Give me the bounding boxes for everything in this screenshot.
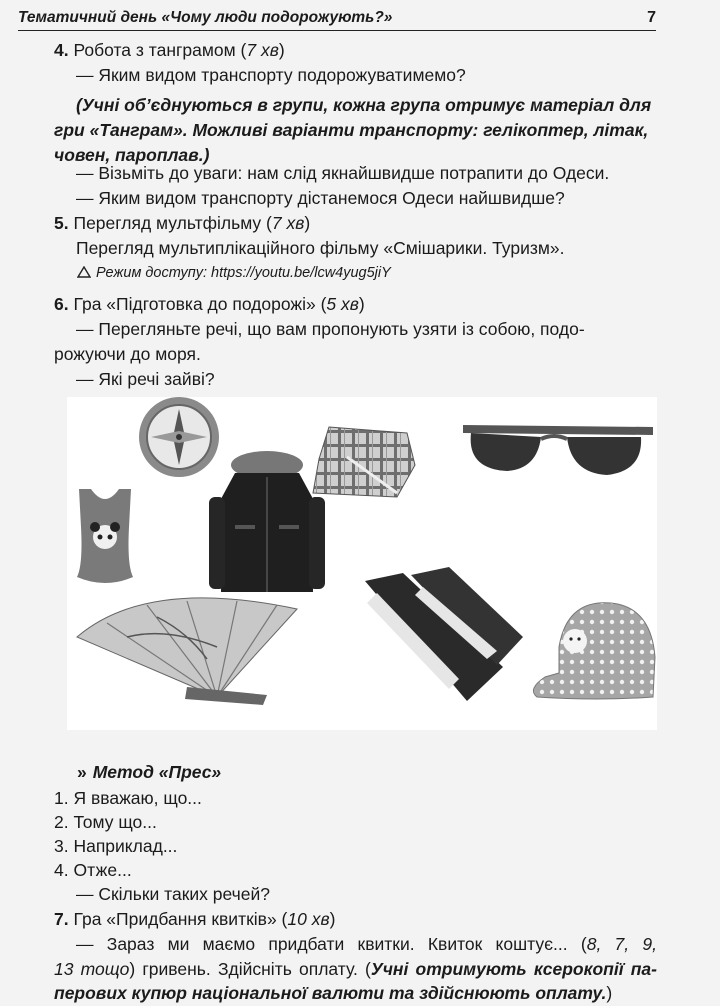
- method-question: — Скільки таких речей?: [76, 884, 271, 904]
- section-7-line-2-text: ) гривень. Здійсніть оплату. (: [129, 959, 371, 979]
- section-4-question-1: — Яким видом транспорту подорожуватимемо?: [76, 65, 466, 85]
- section-4-number: 4.: [54, 40, 69, 60]
- section-6-duration: 5 хв: [326, 294, 359, 314]
- section-4-duration: 7 хв: [246, 40, 279, 60]
- section-5-title: Перегляд мультфільму (: [73, 213, 272, 233]
- section-6-title-close: ): [358, 294, 365, 314]
- section-6-line-3: — Які речі зайві?: [76, 369, 215, 389]
- section-4-title: Робота з танграмом (: [73, 40, 247, 60]
- section-7-number: 7.: [54, 909, 69, 929]
- section-5-duration: 7 хв: [271, 213, 305, 233]
- section-7-line-3: [54, 981, 612, 1006]
- page-number: 7: [647, 9, 656, 26]
- folding-fan-icon: [77, 598, 297, 705]
- section-6-line-1: — Перегляньте речі, що вам пропонують узяти із собою, подо-: [76, 319, 585, 339]
- section-7-prices: 8, 7, 9,: [586, 934, 657, 954]
- compass-icon: [139, 397, 219, 477]
- section-5-title-close: ): [304, 213, 311, 233]
- section-7-title-close: ): [329, 909, 336, 929]
- section-4-question-2: — Візьміть до уваги: нам слід якнайшвидше потрапити до Одеси.: [76, 163, 610, 183]
- section-7-line-2: [54, 957, 657, 982]
- section-4-note-line-2: гри «Танграм». Можливі варіанти транспорту: гелікоптер, літак,: [54, 120, 649, 140]
- method-heading: [77, 762, 221, 783]
- double-arrow-icon: »: [77, 762, 87, 782]
- access-text: Режим доступу: https://youtu.be/lcw4yug5jiY: [96, 265, 391, 281]
- section-5-number: 5.: [54, 213, 69, 233]
- plaid-blanket-icon: [313, 427, 415, 497]
- sunglasses-icon: [463, 425, 653, 475]
- page-title: Тематичний день «Чому люди подорожують?»: [18, 9, 393, 26]
- cap-icon: [533, 603, 655, 699]
- section-5-line: Перегляд мультиплікаційного фільму «Смішарики. Туризм».: [76, 238, 565, 258]
- method-item-1: 1. Я вважаю, що...: [54, 788, 202, 808]
- page-header: [18, 4, 656, 31]
- method-title: Метод «Прес»: [92, 762, 222, 782]
- section-6-line-2: рожуючи до моря.: [54, 344, 201, 364]
- section-7-line-1-text: — Зараз ми маємо придбати квитки. Квиток коштує... (: [76, 934, 587, 954]
- section-4-note-line-3: човен, пароплав.): [54, 145, 210, 165]
- section-4-question-3: — Яким видом транспорту дістанемося Одеси найшвидше?: [76, 188, 565, 208]
- section-4-note-line-1: (Учні об’єднуються в групи, кожна група отримує матеріал для: [76, 95, 652, 115]
- section-6-title: Гра «Підготовка до подорожі» (: [73, 294, 327, 314]
- section-5-heading: [54, 211, 310, 236]
- section-4-heading: [54, 38, 285, 63]
- section-6-heading: [54, 292, 365, 317]
- section-7-note-start: Учні отримують ксерокопії па-: [370, 959, 657, 979]
- method-item-3: 3. Наприклад...: [54, 836, 178, 856]
- section-7-note-end: перових купюр національної валюти та здійснюють оплату.: [54, 983, 607, 1003]
- section-7-heading: [54, 907, 335, 932]
- section-7-close: ): [606, 983, 613, 1003]
- section-6-number: 6.: [54, 294, 69, 314]
- section-7-duration: 10 хв: [287, 909, 330, 929]
- method-item-4: 4. Отже...: [54, 860, 132, 880]
- section-4-title-close: ): [278, 40, 285, 60]
- items-drawing: [67, 397, 657, 730]
- access-link[interactable]: [77, 265, 391, 281]
- winter-jacket-icon: [209, 451, 325, 592]
- section-7-line-1: [76, 932, 657, 957]
- swim-fins-icon: [365, 567, 523, 701]
- section-7-etc: 13 тощо: [54, 959, 130, 979]
- items-illustration: [67, 397, 657, 730]
- section-7-title: Гра «Придбання квитків» (: [73, 909, 288, 929]
- swimsuit-icon: [77, 489, 133, 583]
- triangle-icon: [77, 266, 91, 278]
- method-item-2: 2. Тому що...: [54, 812, 157, 832]
